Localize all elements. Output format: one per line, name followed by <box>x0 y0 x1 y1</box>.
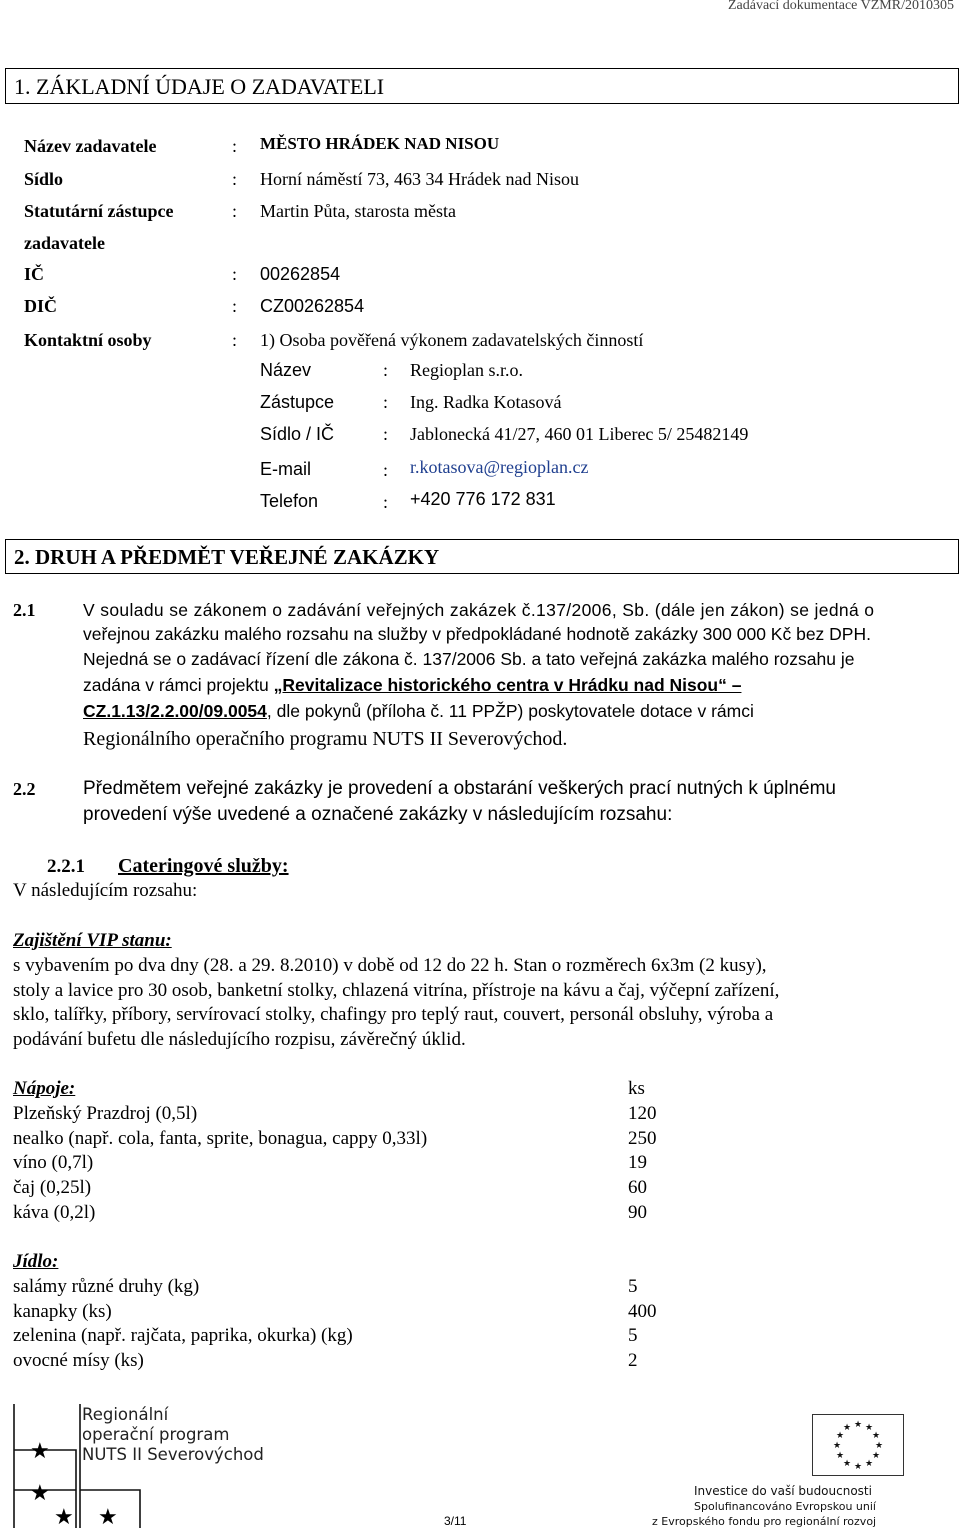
svg-text:★: ★ <box>832 1441 842 1451</box>
food-qty: 5 <box>628 1276 638 1297</box>
value-name: MĚSTO HRÁDEK NAD NISOU <box>260 134 500 153</box>
label-statutory: Statutární zástupce <box>24 201 174 221</box>
drinks-unit: ks <box>628 1078 645 1099</box>
project-code: CZ.1.13/2.2.00/09.0054 <box>83 701 267 721</box>
contact-label-representative: Zástupce <box>260 392 335 412</box>
paragraph-number: 2.2 <box>13 779 36 799</box>
contact-value-name: Regioplan s.r.o. <box>410 360 523 380</box>
text-line: sklo, talířky, příbory, servírovací stolky, chafingy pro teplý raut, couvert, personál obsluhy, výroba a <box>13 1004 774 1025</box>
label-ic: IČ <box>24 264 45 284</box>
text-line: Předmětem veřejné zakázky je provedení a obstarání veškerých prací nutných k úplnému <box>83 778 836 799</box>
food-title: Jídlo: <box>13 1251 59 1272</box>
svg-text:★: ★ <box>835 1431 845 1441</box>
text-line: podávání bufetu dle následujícího rozpisu, závěrečný úklid. <box>13 1029 466 1050</box>
svg-text:★: ★ <box>864 1459 874 1469</box>
rop-line-3: NUTS II Severovýchod <box>82 1445 264 1464</box>
svg-text:★: ★ <box>835 1451 845 1461</box>
paragraph-number: 2.2.1 <box>47 856 85 877</box>
food-qty: 5 <box>628 1325 638 1346</box>
catering-subtitle: V následujícím rozsahu: <box>13 880 198 901</box>
drink-qty: 19 <box>628 1152 647 1173</box>
value-dic: CZ00262854 <box>260 296 365 316</box>
contact-label-seat: Sídlo / IČ <box>260 424 335 444</box>
colon: : <box>232 169 238 189</box>
svg-text:★: ★ <box>853 1420 863 1430</box>
rop-line-2: operační program <box>82 1425 230 1444</box>
food-name: kanapky (ks) <box>13 1301 112 1322</box>
svg-text:★: ★ <box>871 1451 881 1461</box>
document-reference: Zadávací dokumentace VZMR/2010305 <box>727 0 954 13</box>
paragraph-number: 2.1 <box>13 600 36 620</box>
text-fragment: , dle pokynů (příloha č. 11 PPŽP) poskytovatele dotace v rámci <box>266 701 754 721</box>
drinks-title: Nápoje: <box>13 1078 76 1099</box>
colon: : <box>232 330 238 350</box>
project-name: „Revitalizace historického centra v Hrádku nad Nisou“ – <box>273 675 742 695</box>
contact-value-phone: +420 776 172 831 <box>410 489 556 509</box>
drink-name: víno (0,7l) <box>13 1152 94 1173</box>
label-name: Název zadavatele <box>24 136 157 156</box>
food-name: zelenina (např. rajčata, paprika, okurka) (kg) <box>13 1325 353 1346</box>
contact-value-seat: Jablonecká 41/27, 460 01 Liberec 5/ 25482149 <box>410 424 749 444</box>
text-fragment: zadána v rámci projektu <box>83 675 274 695</box>
text-line <box>83 675 741 696</box>
colon: : <box>232 201 238 221</box>
star-icon: ★ <box>30 1439 50 1464</box>
colon: : <box>383 360 389 380</box>
svg-text:★: ★ <box>853 1462 863 1472</box>
text-line: s vybavením po dva dny (28. a 29. 8.2010) v době od 12 do 22 h. Stan o rozměrech 6x3m (2 kusy), <box>13 955 767 976</box>
value-ic: 00262854 <box>260 264 341 284</box>
rop-line-1: Regionální <box>82 1405 169 1424</box>
contact-label-phone: Telefon <box>260 491 319 511</box>
eu-line-3: z Evropského fondu pro regionální rozvoj <box>652 1515 877 1528</box>
eu-line-1: Investice do vaší budoucnosti <box>694 1484 872 1498</box>
section-1-title: 1. ZÁKLADNÍ ÚDAJE O ZADAVATELI <box>14 74 385 99</box>
star-icon: ★ <box>54 1505 74 1530</box>
label-dic: DIČ <box>24 296 58 316</box>
label-statutory-cont: zadavatele <box>24 233 105 253</box>
contact-value-representative: Ing. Radka Kotasová <box>410 392 562 412</box>
drink-name: káva (0,2l) <box>13 1202 96 1223</box>
value-contacts: 1) Osoba pověřená výkonem zadavatelských činností <box>260 330 644 350</box>
drink-name: čaj (0,25l) <box>13 1177 92 1198</box>
colon: : <box>232 136 238 156</box>
food-qty: 400 <box>628 1301 657 1322</box>
eu-line-2: Spolufinancováno Evropskou unií <box>694 1500 876 1513</box>
text-line: provedení výše uvedené a označené zakázky v následujícím rozsahu: <box>83 804 673 825</box>
contact-email-link[interactable]: r.kotasova@regioplan.cz <box>410 457 589 477</box>
label-contacts: Kontaktní osoby <box>24 330 152 350</box>
section-2-heading <box>5 539 959 574</box>
contact-label-email: E-mail <box>260 459 312 479</box>
colon: : <box>232 296 238 316</box>
drink-qty: 60 <box>628 1177 647 1198</box>
text-line <box>83 701 754 722</box>
vip-title: Zajištění VIP stanu: <box>13 930 172 951</box>
drink-name: Plzeňský Prazdroj (0,5l) <box>13 1103 198 1124</box>
text-line: V souladu se zákonem o zadávání veřejných zakázek č.137/2006, Sb. (dále jen zákon) se jedná o <box>83 600 875 620</box>
value-seat: Horní náměstí 73, 463 34 Hrádek nad Nisou <box>260 169 579 189</box>
food-name: ovocné mísy (ks) <box>13 1350 144 1371</box>
colon: : <box>383 460 389 480</box>
value-statutory: Martin Půta, starosta města <box>260 201 456 221</box>
section-1-heading <box>5 68 959 104</box>
page-number: 3/11 <box>444 1514 467 1528</box>
colon: : <box>383 392 389 412</box>
drink-qty: 90 <box>628 1202 647 1223</box>
svg-text:★: ★ <box>864 1423 874 1433</box>
colon: : <box>383 492 389 512</box>
drink-qty: 120 <box>628 1103 657 1124</box>
eu-flag-icon <box>812 1414 904 1476</box>
drink-name: nealko (např. cola, fanta, sprite, bonagua, cappy 0,33l) <box>13 1128 428 1149</box>
colon: : <box>232 264 238 284</box>
section-2-title: 2. DRUH A PŘEDMĚT VEŘEJNÉ ZAKÁZKY <box>14 545 440 569</box>
text-line: Nejedná se o zadávací řízení dle zákona č. 137/2006 Sb. a tato veřejná zakázka malého rozsahu je <box>83 649 855 669</box>
food-name: salámy různé druhy (kg) <box>13 1276 200 1297</box>
text-line: veřejnou zakázku malého rozsahu na služby v předpokládané hodnotě zakázky 300 000 Kč bez DPH. <box>83 624 871 644</box>
text-line: Regionálního operačního programu NUTS II Severovýchod. <box>83 728 568 750</box>
svg-text:★: ★ <box>842 1459 852 1469</box>
contact-label-name: Název <box>260 360 312 380</box>
colon: : <box>383 424 389 444</box>
text-line: stoly a lavice pro 30 osob, banketní stolky, chlazená vitrína, přístroje na kávu a čaj, výčepní zařízení, <box>13 980 780 1001</box>
label-seat: Sídlo <box>24 169 64 189</box>
svg-text:★: ★ <box>842 1423 852 1433</box>
food-qty: 2 <box>628 1350 638 1371</box>
catering-title: Cateringové služby: <box>118 855 289 877</box>
drink-qty: 250 <box>628 1128 657 1149</box>
svg-text:★: ★ <box>871 1431 881 1441</box>
star-icon: ★ <box>30 1481 50 1506</box>
svg-text:★: ★ <box>874 1441 884 1451</box>
star-icon: ★ <box>98 1505 118 1530</box>
